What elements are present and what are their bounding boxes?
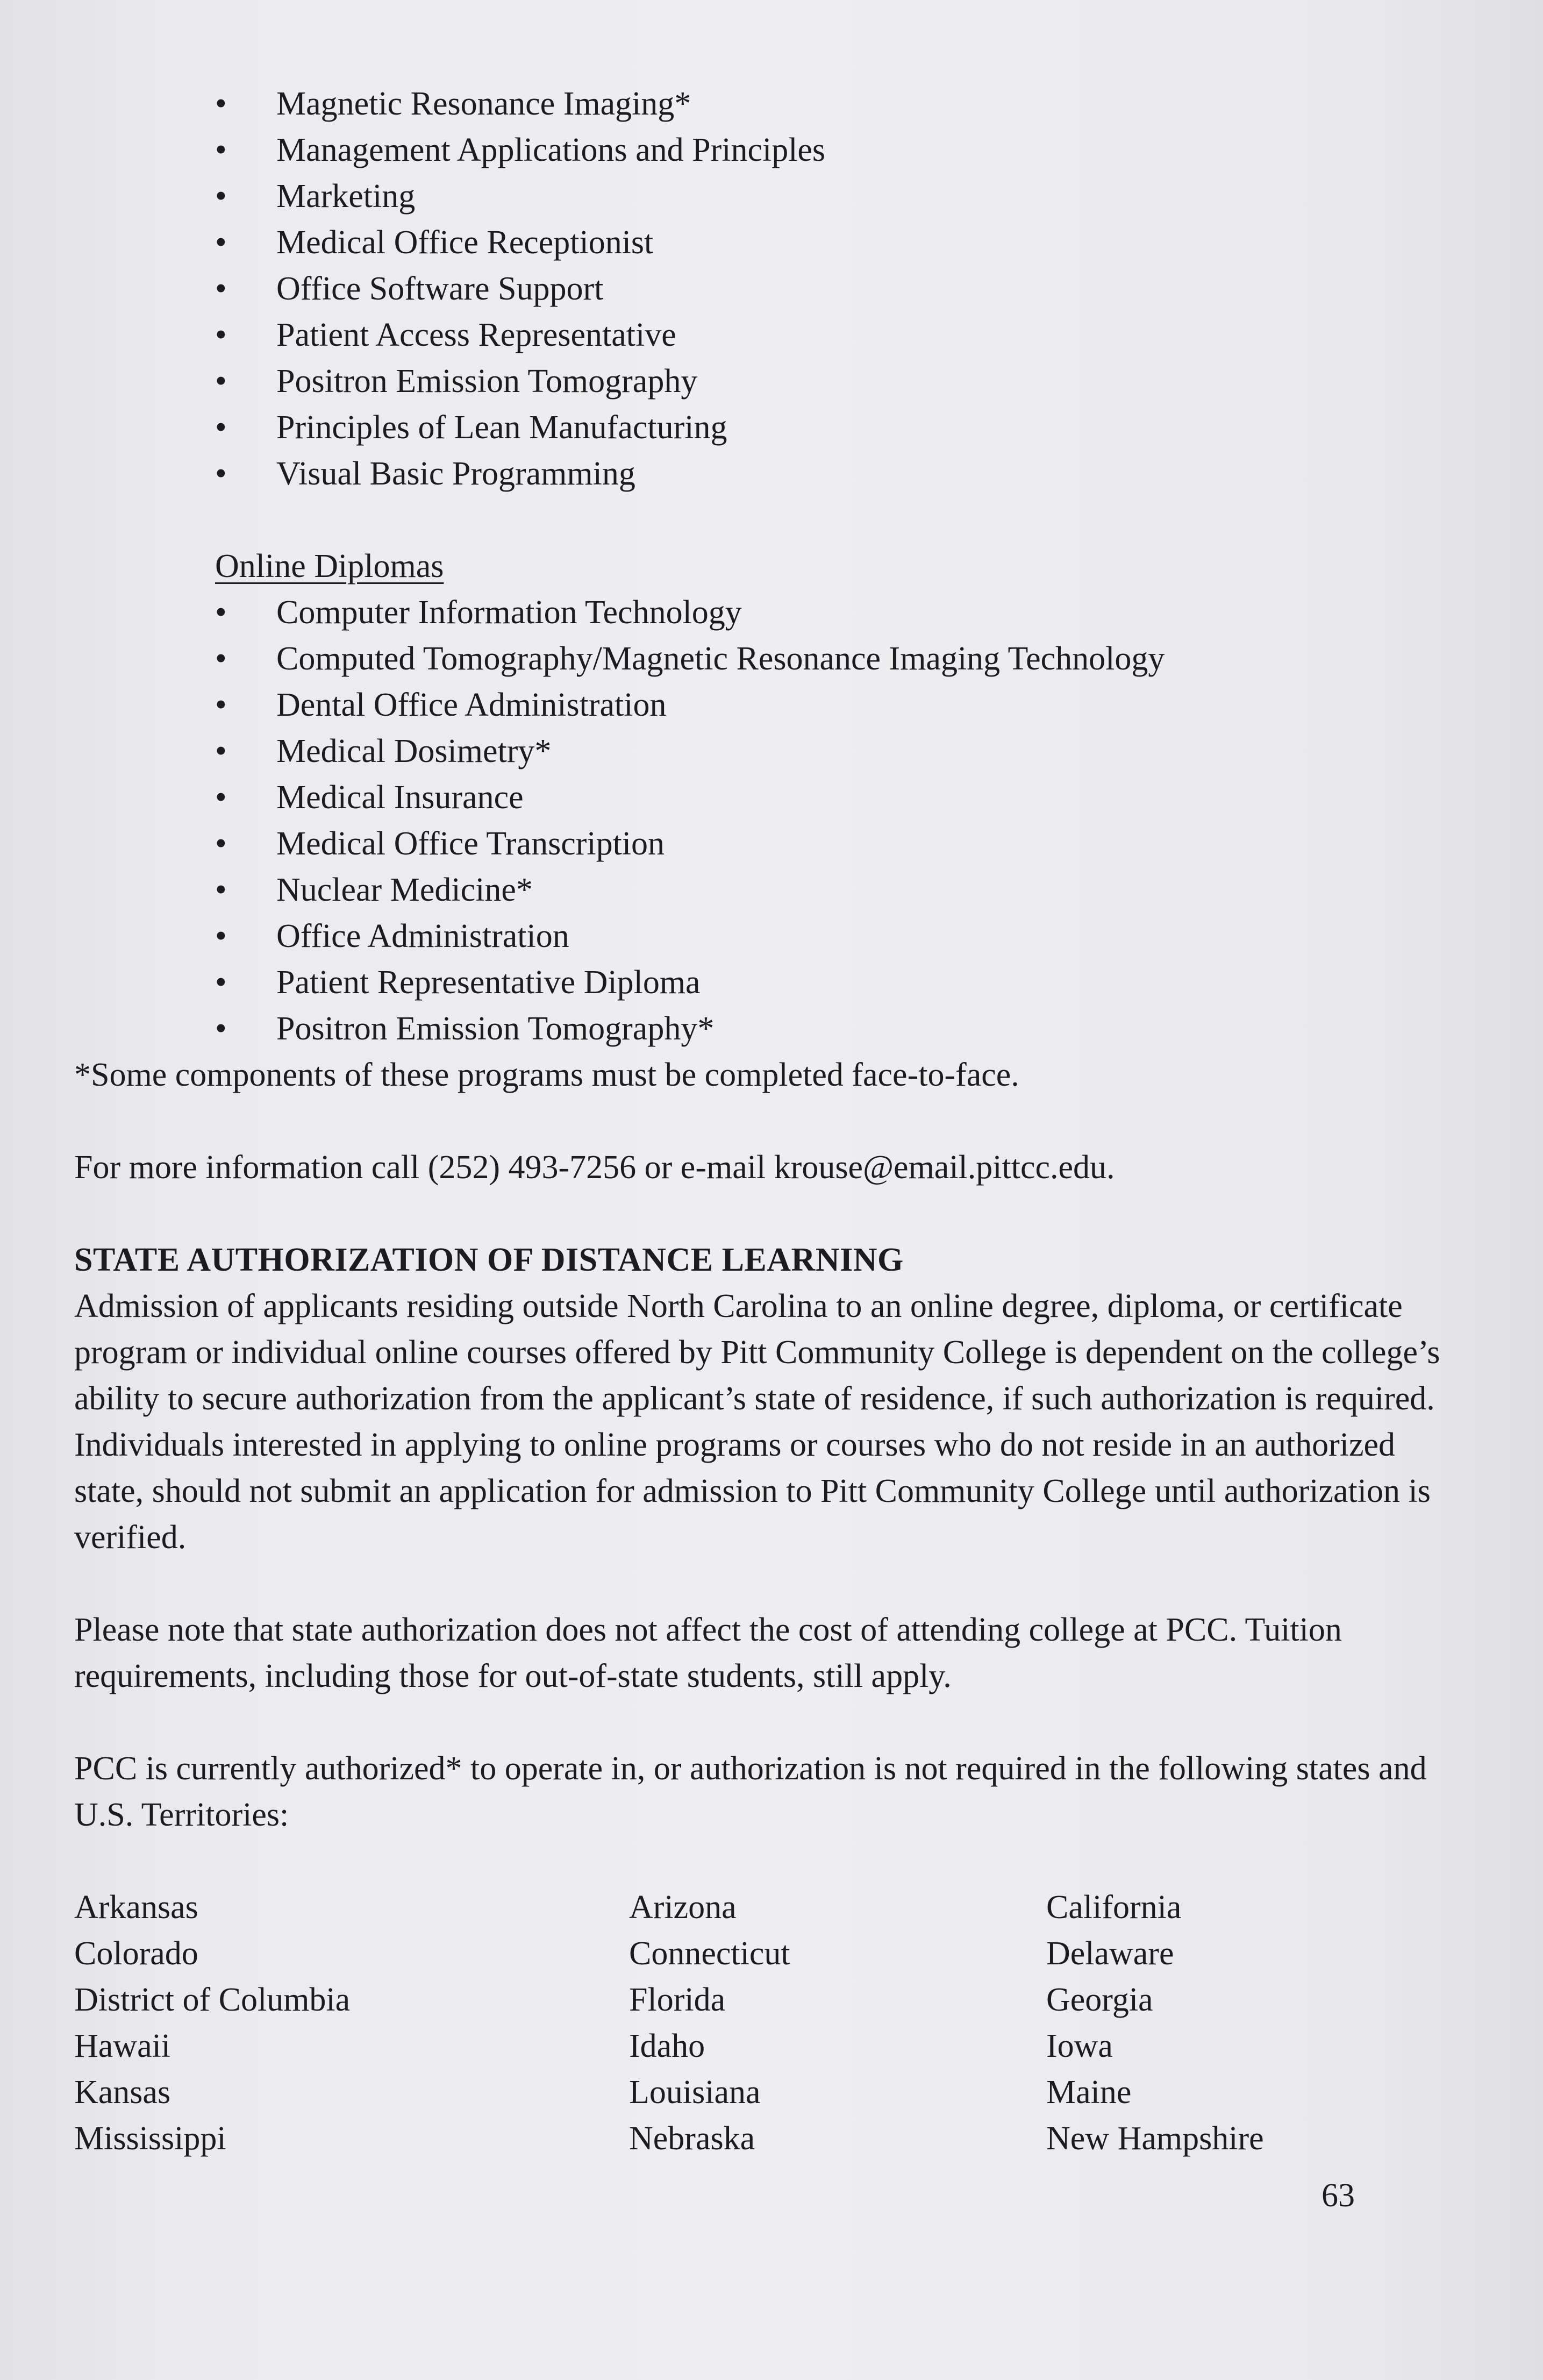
state-name: New Hampshire — [1046, 2120, 1264, 2157]
state-name: Louisiana — [629, 2074, 761, 2111]
page-number: 63 — [1321, 2177, 1355, 2214]
state-name: California — [1046, 1889, 1182, 1926]
list-item: • Magnetic Resonance Imaging* — [74, 81, 1451, 127]
state-name: District of Columbia — [74, 1982, 351, 2018]
list-item: • Nuclear Medicine* — [74, 867, 1451, 913]
list-item: • Medical Office Receptionist — [74, 219, 1451, 266]
list-item: • Computer Information Technology — [74, 589, 1451, 636]
state-name: Georgia — [1046, 1982, 1153, 2018]
spacer — [74, 1098, 1451, 1144]
page-content — [74, 81, 1451, 2162]
top-program-list — [74, 81, 1451, 497]
online-diplomas-list — [74, 589, 1451, 1052]
state-authorization-heading: STATE AUTHORIZATION OF DISTANCE LEARNING — [74, 1242, 904, 1278]
list-item: • Medical Insurance — [74, 774, 1451, 821]
list-item: • Office Software Support — [74, 266, 1451, 312]
list-item: • Positron Emission Tomography — [74, 358, 1451, 404]
state-name: Iowa — [1046, 2028, 1113, 2064]
state-name: Idaho — [629, 2028, 705, 2064]
state-authorization-paragraph: Admission of applicants residing outside North Carolina to an online degree, diploma, or certificate program or individual online courses offered by Pitt Community College is dependent on the college’s ability to secure authorization from the applicant’s state of residence, if such authorization is required. Individuals interested in applying to online programs or courses who do not reside in an authorized state, should not submit an application for admission to Pitt Community College until authorization is verified. — [74, 1288, 1440, 1556]
state-name: Florida — [629, 1982, 726, 2018]
state-name: Connecticut — [629, 1935, 790, 1972]
footnote: *Some components of these programs must be completed face-to-face. — [74, 1057, 1019, 1093]
list-item: • Positron Emission Tomography* — [74, 1006, 1451, 1052]
state-name: Nebraska — [629, 2120, 755, 2157]
list-item: • Medical Dosimetry* — [74, 728, 1451, 774]
state-name: Arkansas — [74, 1889, 198, 1926]
contact-info: For more information call (252) 493-7256 or e-mail krouse@email.pittcc.edu. — [74, 1149, 1115, 1186]
spacer — [74, 1560, 1451, 1607]
list-item: • Management Applications and Principles — [74, 127, 1451, 173]
list-item: • Patient Access Representative — [74, 312, 1451, 358]
state-name: Kansas — [74, 2074, 171, 2111]
list-item: • Dental Office Administration — [74, 682, 1451, 728]
spacer — [74, 1699, 1451, 1745]
list-item: • Visual Basic Programming — [74, 451, 1451, 497]
state-name: Arizona — [629, 1889, 737, 1926]
list-item: • Marketing — [74, 173, 1451, 219]
online-diplomas-heading: Online Diplomas — [215, 548, 444, 585]
state-name: Maine — [1046, 2074, 1132, 2111]
state-name: Colorado — [74, 1935, 198, 1972]
list-item: • Principles of Lean Manufacturing — [74, 404, 1451, 451]
state-name: Mississippi — [74, 2120, 226, 2157]
authorized-states-intro: PCC is currently authorized* to operate in, or authorization is not required in the following states and U.S. Territories: — [74, 1750, 1427, 1833]
tuition-note-paragraph: Please note that state authorization does not affect the cost of attending college at PCC. Tuition requirements, including those for out-of-state students, still apply. — [74, 1612, 1342, 1694]
list-item: • Office Administration — [74, 913, 1451, 959]
list-item: • Computed Tomography/Magnetic Resonance Imaging Technology — [74, 636, 1451, 682]
authorized-states-grid — [74, 1884, 1451, 2162]
state-name: Delaware — [1046, 1935, 1174, 1972]
list-item: • Medical Office Transcription — [74, 821, 1451, 867]
list-item: • Patient Representative Diploma — [74, 959, 1451, 1006]
state-name: Hawaii — [74, 2028, 171, 2064]
